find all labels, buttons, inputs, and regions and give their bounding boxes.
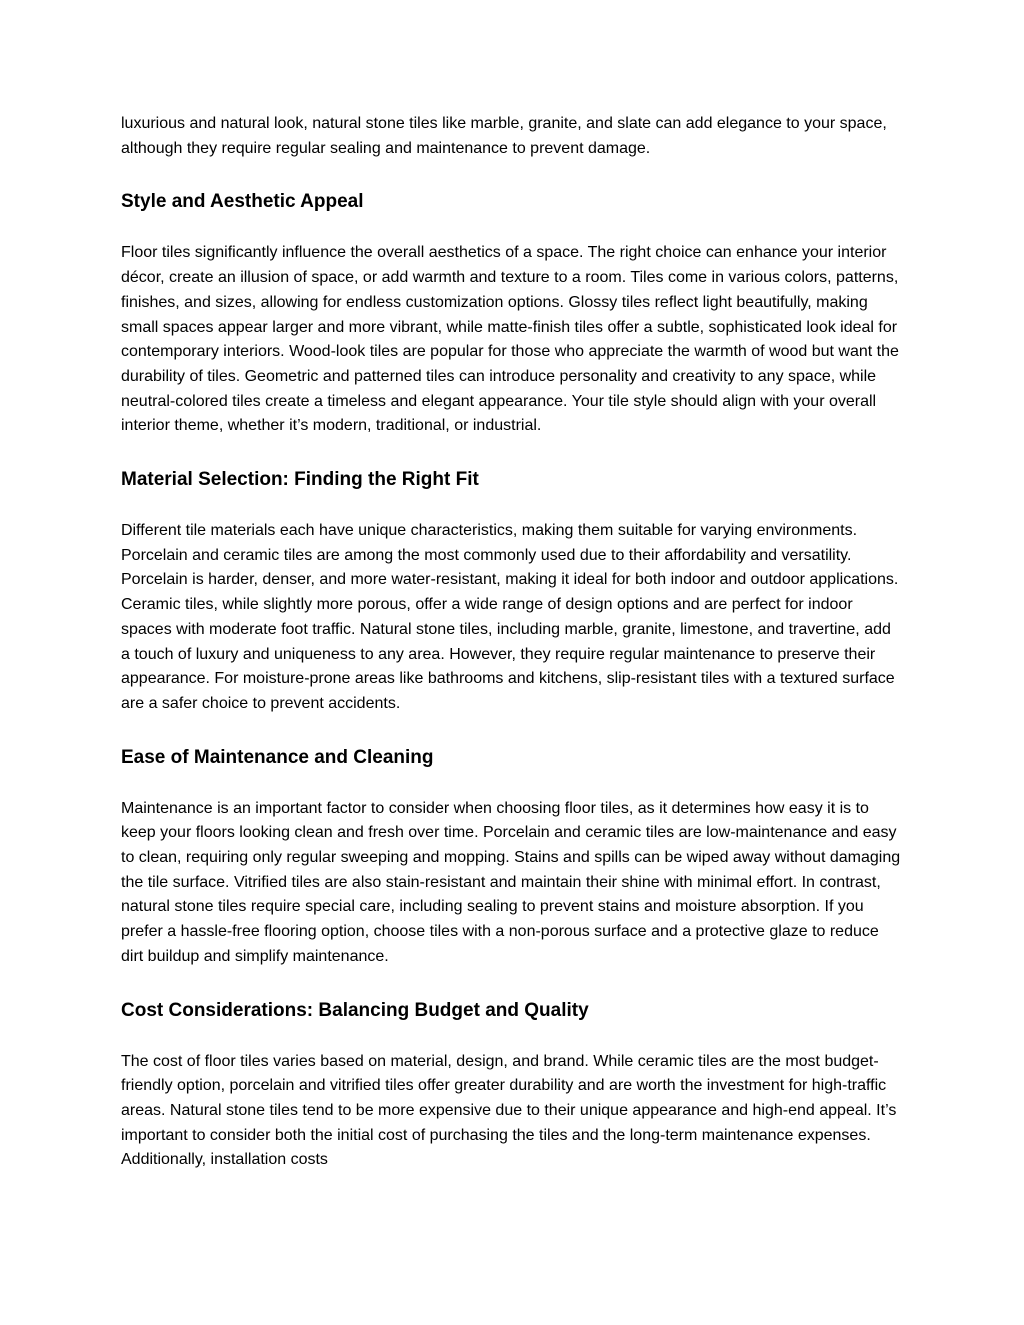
paragraph-ease-of-maintenance: Maintenance is an important factor to consider when choosing floor tiles, as it determines how easy it is to keep your floors looking clean and fresh over time. Porcelain and ceramic tiles are low-maintenance and easy to clean, requiring only regular sweeping and mopping. Stains and spills can be wiped away without damaging the tile surface. Vitrified tiles are also stain-resistant and maintain their shine with minimal effort. In contrast, natural stone tiles require special care, including sealing to prevent stains and moisture absorption. If you prefer a hassle-free flooring option, choose tiles with a non-porous surface and a protective glaze to reduce dirt buildup and simplify maintenance. [121, 799, 901, 965]
section-heading-material-selection: Material Selection: Finding the Right Fit [121, 469, 479, 491]
paragraph-style-aesthetic: Floor tiles significantly influence the overall aesthetics of a space. The right choice can enhance your interior décor, create an illusion of space, or add warmth and texture to a room. Tiles come in various colors, patterns, finishes, and sizes, allowing for endless customization options. Glossy tiles reflect light beautifully, making small spaces appear larger and more vibrant, while matte-finish tiles offer a subtle, sophisticated look ideal for contemporary interiors. Wood-look tiles are popular for those who appreciate the warmth of wood but want the durability of tiles. Geometric and patterned tiles can introduce personality and creativity to any space, while neutral-colored tiles create a timeless and elegant appearance. Your tile style should align with your overall interior theme, whether it’s modern, traditional, or industrial. [121, 244, 899, 435]
section-heading-style-aesthetic: Style and Aesthetic Appeal [121, 191, 364, 213]
paragraph-cost-considerations: The cost of floor tiles varies based on material, design, and brand. While ceramic tiles are the most budget-friendly option, porcelain and vitrified tiles offer greater durability and are worth the investment for high-traffic areas. Natural stone tiles tend to be more expensive due to their unique appearance and high-end appeal. It’s important to consider both the initial cost of purchasing the tiles and the long-term maintenance expenses. Additionally, installation costs [121, 1052, 897, 1169]
paragraph-material-selection: Different tile materials each have unique characteristics, making them suitable for varying environments. Porcelain and ceramic tiles are among the most commonly used due to their affordability and versatility. Porcelain is harder, denser, and more water-resistant, making it ideal for both indoor and outdoor applications. Ceramic tiles, while slightly more porous, offer a wide range of design options and are perfect for indoor spaces with moderate foot traffic. Natural stone tiles, including marble, granite, limestone, and travertine, add a touch of luxury and uniqueness to any area. However, they require regular maintenance to preserve their appearance. For moisture-prone areas like bathrooms and kitchens, slip-resistant tiles with a textured surface are a safer choice to prevent accidents. [121, 522, 899, 712]
section-heading-cost-considerations: Cost Considerations: Balancing Budget and Quality [121, 999, 589, 1021]
section-heading-ease-of-maintenance: Ease of Maintenance and Cleaning [121, 746, 434, 768]
paragraph-intro-continuation: luxurious and natural look, natural stone tiles like marble, granite, and slate can add elegance to your space, although they require regular sealing and maintenance to prevent damage. [121, 115, 887, 157]
